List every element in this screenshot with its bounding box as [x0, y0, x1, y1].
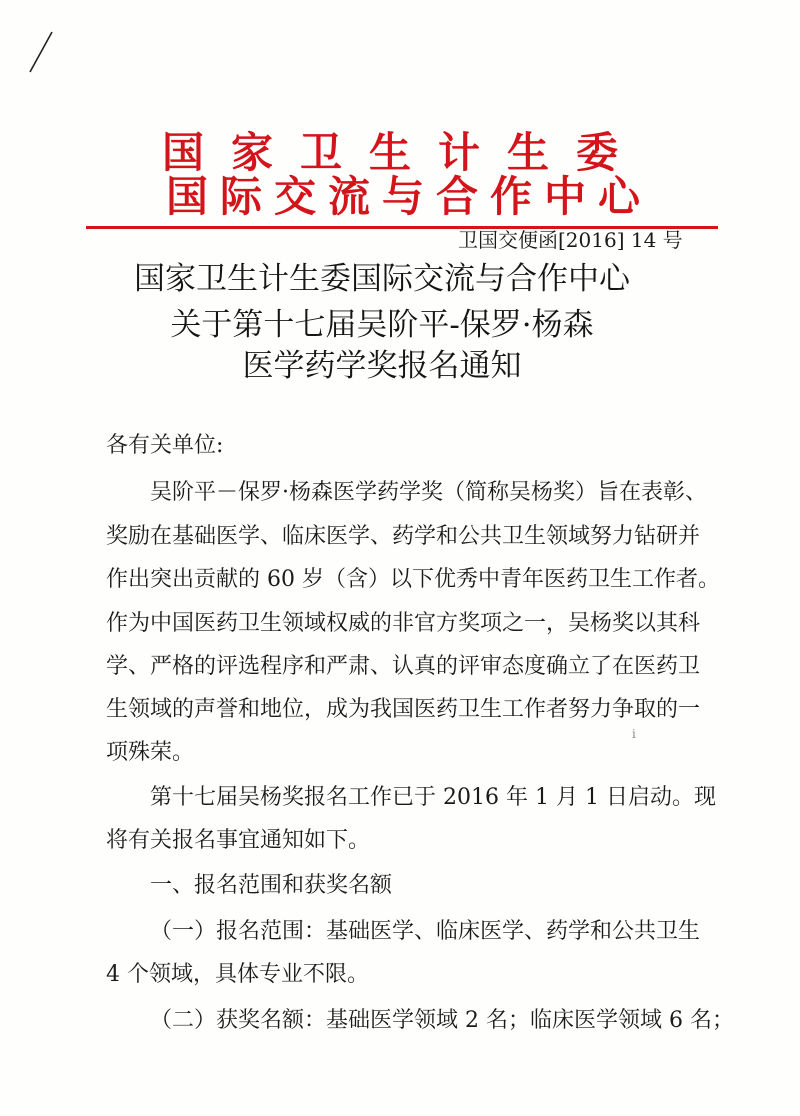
body-line: 学、严格的评选程序和严肃、认真的评审态度确立了在医药卫: [106, 654, 701, 679]
pen-stroke-mark: [22, 28, 62, 78]
body-line: 4 个领域，具体专业不限。: [106, 962, 369, 987]
title-line-3: 医学药学奖报名通知: [242, 348, 522, 384]
body-line: 作为中国医药卫生领域权威的非官方奖项之一，吴杨奖以其科: [106, 611, 701, 636]
salutation: 各有关单位:: [106, 433, 224, 458]
body-line: 将有关报名事宜通知如下。: [106, 828, 371, 853]
letterhead-line-2: 国际交流与合作中心: [166, 172, 653, 221]
body-line: （一）报名范围：基础医学、临床医学、药学和公共卫生: [150, 919, 701, 944]
body-line: 第十七届吴杨奖报名工作已于 2016 年 1 月 1 日启动。现: [150, 785, 716, 810]
letterhead-line-1: 国家卫生计生委: [162, 128, 646, 177]
body-line: （二）获奖名额：基础医学领域 2 名；临床医学领域 6 名；: [150, 1008, 734, 1033]
scan-speck: ⅰ: [632, 727, 636, 741]
title-line-2: 关于第十七届吴阶平-保罗·杨森: [170, 307, 594, 343]
section-heading: 一、报名范围和获奖名额: [150, 873, 393, 898]
title-line-1: 国家卫生计生委国际交流与合作中心: [134, 261, 630, 297]
body-line: 吴阶平－保罗·杨森医学药学奖（简称吴杨奖）旨在表彰、: [150, 480, 707, 505]
body-line: 生领域的声誉和地位，成为我国医药卫生工作者努力争取的一: [106, 697, 701, 722]
document-number: 卫国交便函[2016] 14 号: [458, 228, 683, 252]
body-line: 奖励在基础医学、临床医学、药学和公共卫生领域努力钻研并: [106, 524, 701, 549]
body-line: 作出突出贡献的 60 岁（含）以下优秀中青年医药卫生工作者。: [106, 567, 720, 592]
body-line: 项殊荣。: [106, 740, 195, 765]
